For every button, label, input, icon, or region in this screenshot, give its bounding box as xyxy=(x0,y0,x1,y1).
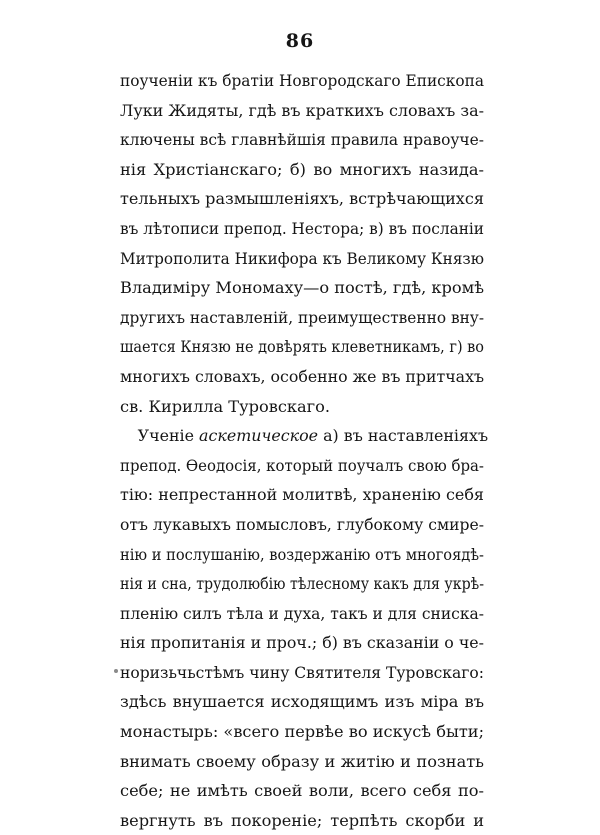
text-line: Владиміру Мономаху—о постѣ, гдѣ, кромѣ xyxy=(120,278,484,298)
text-line: нія пропитанія и проч.; б) въ сказаніи о че- xyxy=(120,633,484,653)
text-line: Луки Жидяты, гдѣ въ краткихъ словахъ за- xyxy=(120,100,484,120)
text-line: многихъ словахъ, особенно же въ притчахъ xyxy=(120,366,485,386)
text-line: нія Христіанскаго; б) во многихъ назида- xyxy=(120,159,484,179)
body-text xyxy=(120,66,489,835)
italic-term: аскетическое xyxy=(199,426,319,446)
text-line: нію и послушанію, воздержанію отъ многоядѣ- xyxy=(120,544,484,564)
text-line: нія и сна, трудолюбію тѣлесному какъ для укрѣ- xyxy=(120,574,485,594)
text-line: монастырь: «всего первѣе во искусѣ быти; xyxy=(120,722,485,742)
paper-speck xyxy=(114,669,118,673)
text-line: здѣсь внушается исходящимъ изъ міра въ xyxy=(120,692,484,712)
page-number: 86 xyxy=(285,30,315,52)
text-line: препод. Ѳеодосія, который поучалъ свою бра- xyxy=(120,455,484,475)
text-line: вергнуть въ покореніе; терпѣть скорби и xyxy=(120,810,484,830)
text-line: норизьчьстѣмъ чину Святителя Туровскаго: xyxy=(120,662,484,682)
line-text-before: Ученіе xyxy=(137,426,200,446)
text-line: тію: непрестанной молитвѣ, храненію себя xyxy=(120,485,484,505)
text-line: шается Князю не довѣрять клеветникамъ, г) во xyxy=(120,337,485,357)
text-line: Митрополита Никифора къ Великому Князю xyxy=(120,248,484,268)
text-line: ключены всѣ главнѣйшія правила нравоуче- xyxy=(120,130,484,150)
text-line: тельныхъ размышленіяхъ, встрѣчающихся xyxy=(120,189,484,209)
text-line: въ лѣтописи препод. Нестора; в) въ посланіи xyxy=(120,218,485,238)
text-line: пленію силъ тѣла и духа, такъ и для сниска- xyxy=(120,603,484,623)
paragraph-end-line: св. Кирилла Туровскаго. xyxy=(120,396,331,416)
text-line: внимать своему образу и житію и познать xyxy=(120,751,484,771)
text-line: отъ лукавыхъ помысловъ, глубокому смире- xyxy=(120,514,485,534)
text-line: поученіи къ братіи Новгородскаго Епископа xyxy=(120,71,485,90)
text-line: другихъ наставленій, преимущественно вну- xyxy=(120,307,485,327)
paragraph-start-line xyxy=(120,421,502,451)
text-line: себе; не имѣть своей воли, всего себя по- xyxy=(120,781,484,801)
line-text-after: а) въ наставленіяхъ xyxy=(318,426,489,446)
